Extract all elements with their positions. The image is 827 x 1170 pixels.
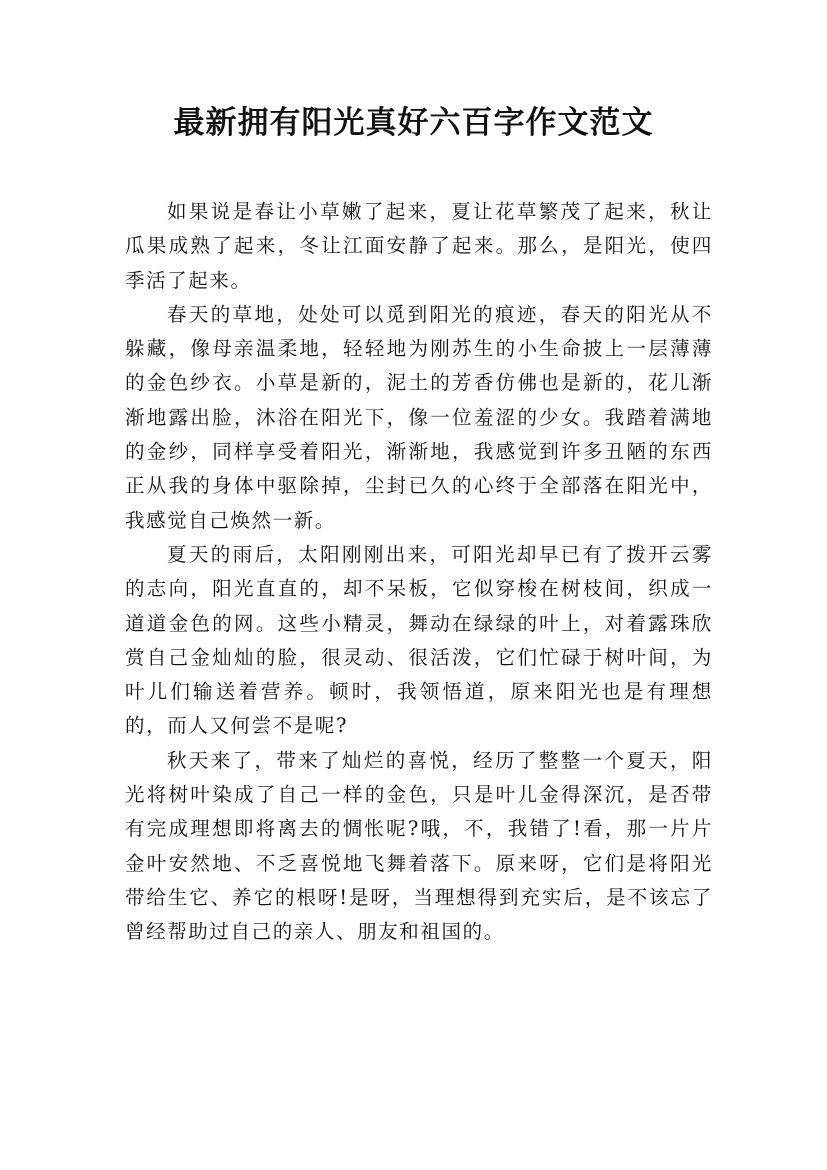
document-title: 最新拥有阳光真好六百字作文范文 bbox=[173, 105, 654, 141]
document-body bbox=[125, 195, 713, 950]
paragraph-autumn: 秋天来了，带来了灿烂的喜悦，经历了整整一个夏天，阳光将树叶染成了自己一样的金色，只是叶儿金得深沉，是否带有完成理想即将离去的惆怅呢?哦，不，我错了!看，那一片片金叶安然地、不乏喜悦地飞舞着落下。原来呀，它们是将阳光带给生它、养它的根呀!是呀，当理想得到充实后，是不该忘了曾经帮助过自己的亲人、朋友和祖国的。 bbox=[125, 748, 713, 944]
paragraph-spring: 春天的草地，处处可以觅到阳光的痕迹，春天的阳光从不躲藏，像母亲温柔地，轻轻地为刚苏生的小生命披上一层薄薄的金色纱衣。小草是新的，泥土的芳香仿佛也是新的，花儿渐渐地露出脸，沐浴在阳光下，像一位羞涩的少女。我踏着满地的金纱，同样享受着阳光，渐渐地，我感觉到许多丑陋的东西正从我的身体中驱除掉，尘封已久的心终于全部落在阳光中，我感觉自己焕然一新。 bbox=[125, 302, 713, 532]
paragraph-summer: 夏天的雨后，太阳刚刚出来，可阳光却早已有了拨开云雾的志向，阳光直直的，却不呆板，它似穿梭在树枝间，织成一道道金色的网。这些小精灵，舞动在绿绿的叶上，对着露珠欣赏自己金灿灿的脸，很灵动、很活泼，它们忙碌于树叶间，为叶儿们输送着营养。顿时，我领悟道，原来阳光也是有理想的，而人又何尝不是呢? bbox=[125, 542, 713, 738]
paragraph-intro: 如果说是春让小草嫩了起来，夏让花草繁茂了起来，秋让瓜果成熟了起来，冬让江面安静了起来。那么，是阳光，使四季活了起来。 bbox=[125, 200, 713, 292]
